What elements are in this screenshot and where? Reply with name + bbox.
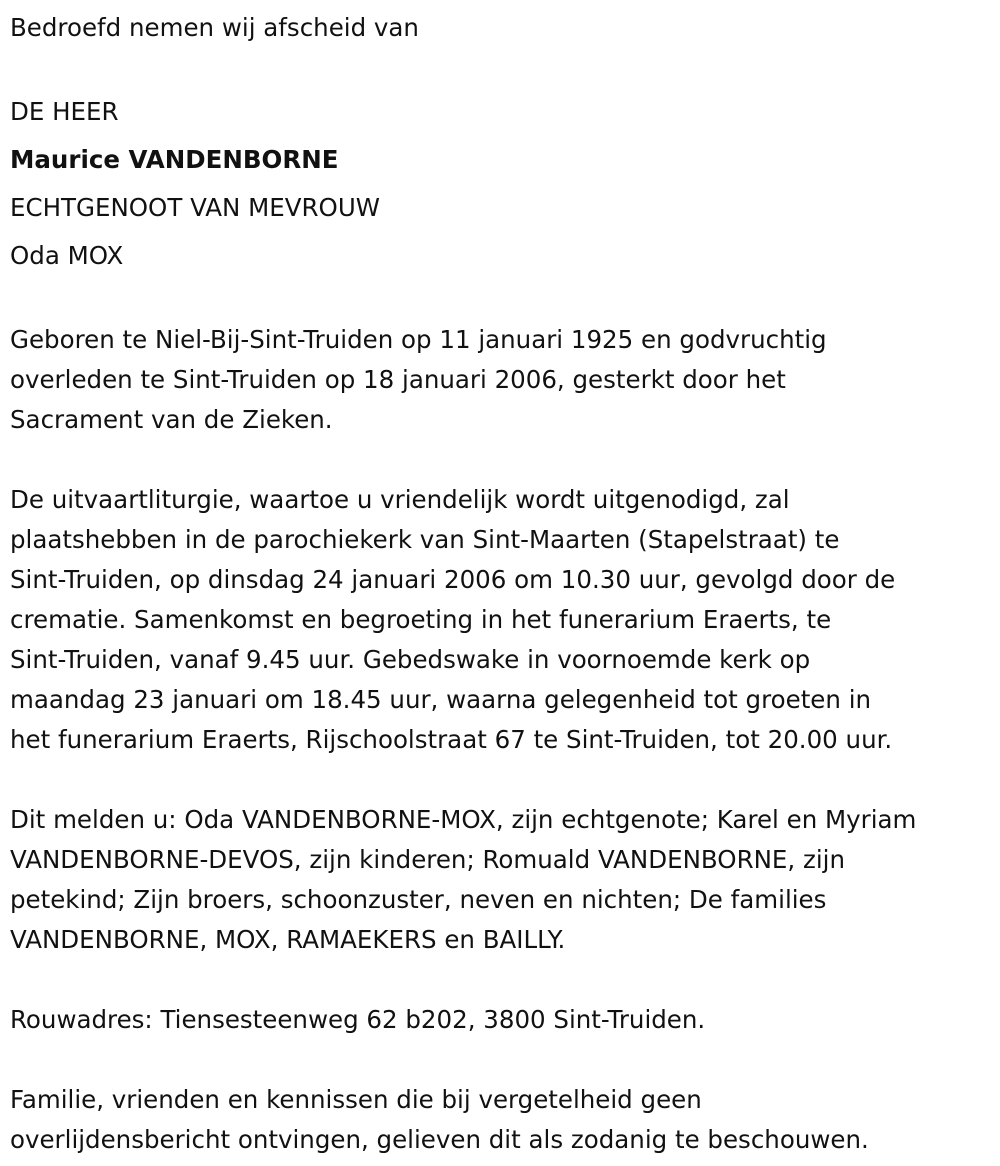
deceased-name: Maurice VANDENBORNE [10, 145, 339, 174]
funeral-line: maandag 23 januari om 18.45 uur, waarna gelegenheid tot groeten in [10, 685, 872, 714]
death-notice [10, 8, 995, 1160]
birth-paragraph [10, 320, 995, 440]
funeral-line: het funerarium Eraerts, Rijschoolstraat 67 te Sint-Truiden, tot 20.00 uur. [10, 725, 893, 754]
funeral-line: crematie. Samenkomst en begroeting in het funerarium Eraerts, te [10, 605, 832, 634]
birth-line: Geboren te Niel-Bij-Sint-Truiden op 11 januari 1925 en godvruchtig [10, 325, 827, 354]
closing-line: overlijdensbericht ontvingen, gelieven dit als zodanig te beschouwen. [10, 1125, 869, 1154]
closing-line: Familie, vrienden en kennissen die bij vergetelheid geen [10, 1085, 702, 1114]
spacer [10, 760, 995, 800]
family-line: VANDENBORNE, MOX, RAMAEKERS en BAILLY. [10, 925, 566, 954]
birth-line: Sacrament van de Zieken. [10, 405, 333, 434]
spacer [10, 960, 995, 1000]
spacer [10, 48, 995, 88]
spouse-title: ECHTGENOOT VAN MEVROUW [10, 193, 381, 222]
spouse-name: Oda MOX [10, 241, 124, 270]
family-paragraph [10, 800, 995, 960]
spacer [10, 440, 995, 480]
family-line: Dit melden u: Oda VANDENBORNE-MOX, zijn echtgenote; Karel en Myriam [10, 805, 917, 834]
spacer [10, 1040, 995, 1080]
funeral-line: De uitvaartliturgie, waartoe u vriendelijk wordt uitgenodigd, zal [10, 485, 790, 514]
birth-line: overleden te Sint-Truiden op 18 januari 2006, gesterkt door het [10, 365, 786, 394]
family-line: VANDENBORNE-DEVOS, zijn kinderen; Romuald VANDENBORNE, zijn [10, 845, 845, 874]
spacer [10, 280, 995, 320]
intro-text: Bedroefd nemen wij afscheid van [10, 13, 419, 42]
mourning-address: Rouwadres: Tiensesteenweg 62 b202, 3800 Sint-Truiden. [10, 1005, 706, 1034]
funeral-paragraph [10, 480, 995, 760]
funeral-line: Sint-Truiden, vanaf 9.45 uur. Gebedswake in voornoemde kerk op [10, 645, 811, 674]
salutation: DE HEER [10, 97, 119, 126]
funeral-line: plaatshebben in de parochiekerk van Sint-Maarten (Stapelstraat) te [10, 525, 840, 554]
family-line: petekind; Zijn broers, schoonzuster, neven en nichten; De families [10, 885, 827, 914]
closing-paragraph [10, 1080, 995, 1160]
funeral-line: Sint-Truiden, op dinsdag 24 januari 2006 om 10.30 uur, gevolgd door de [10, 565, 896, 594]
